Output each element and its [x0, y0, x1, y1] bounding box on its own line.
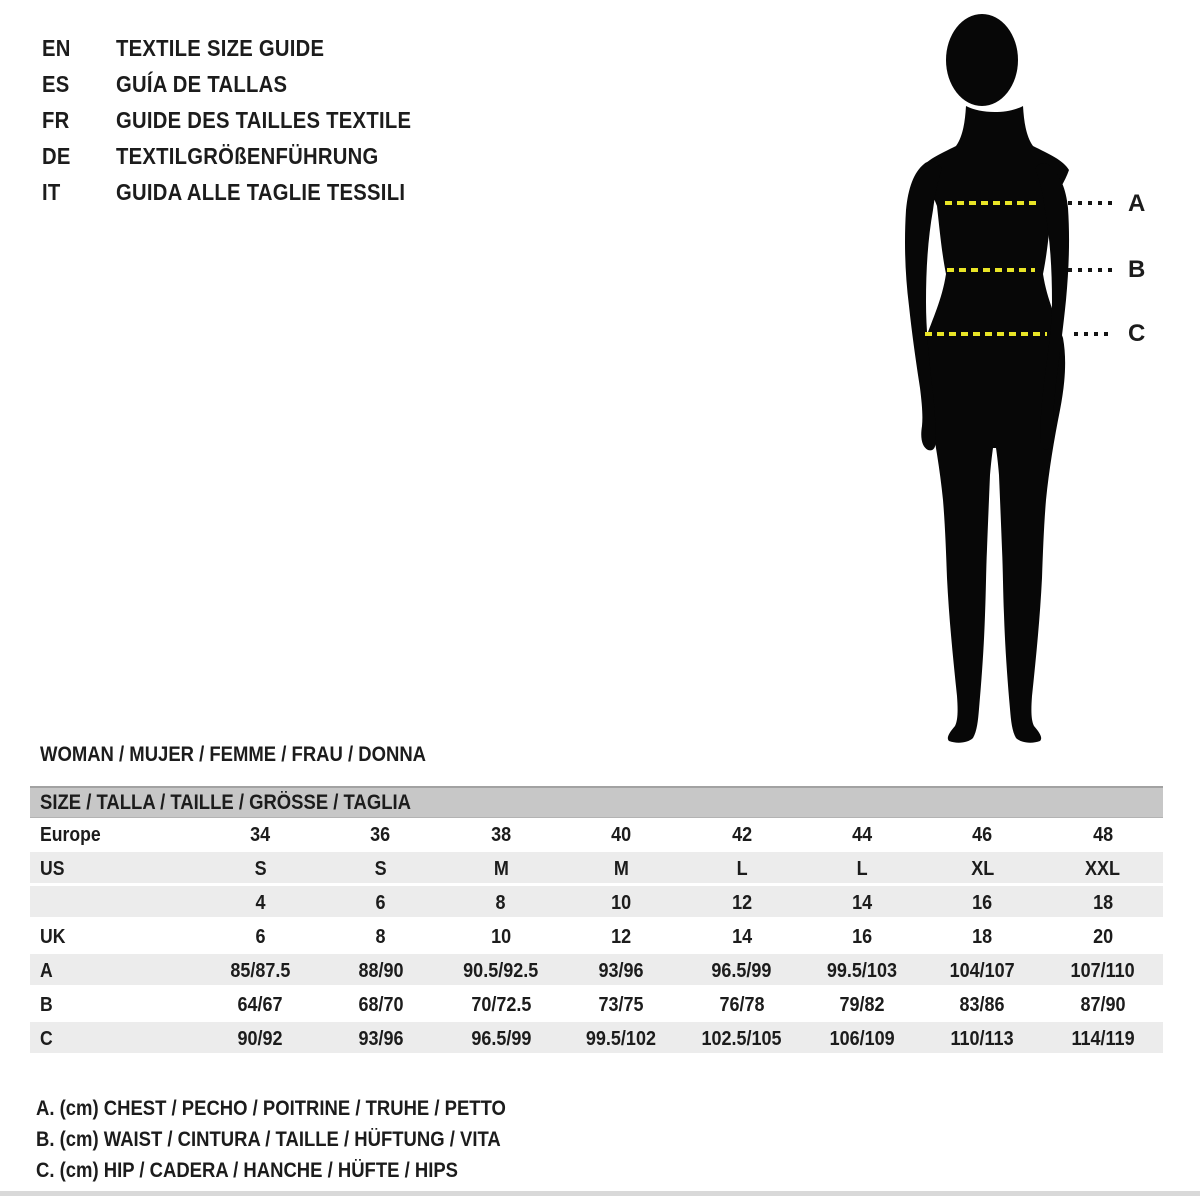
size-cell: 10	[490, 925, 511, 948]
size-cell: 14	[731, 925, 752, 948]
language-item	[42, 174, 452, 210]
size-cell: 73/75	[598, 993, 644, 1016]
black-dotted-line	[1068, 201, 1114, 205]
size-cell: 99.5/103	[827, 959, 898, 982]
language-code: EN	[42, 34, 71, 61]
size-cell: 12	[731, 891, 752, 914]
size-cell: 83/86	[959, 993, 1005, 1016]
language-item	[42, 138, 452, 174]
size-cell: 88/90	[358, 959, 404, 982]
language-label: GUIDE DES TAILLES TEXTILE	[116, 106, 412, 133]
size-cell: XXL	[1085, 857, 1121, 880]
size-cell: 6	[375, 891, 386, 914]
size-cell: 104/107	[949, 959, 1015, 982]
size-table-row-us	[30, 852, 1163, 886]
size-cell: 48	[1092, 823, 1113, 846]
size-cell: L	[736, 857, 748, 880]
yellow-dashed-line	[945, 201, 1041, 205]
size-table-body	[30, 818, 1163, 1056]
legend-line: A. (cm) CHEST / PECHO / POITRINE / TRUHE / PETTO	[36, 1096, 506, 1120]
size-cell: 36	[370, 823, 391, 846]
row-label: UK	[40, 925, 66, 948]
language-code: FR	[42, 106, 70, 133]
row-label: US	[40, 857, 65, 880]
row-label: A	[40, 959, 53, 982]
row-label	[30, 892, 200, 915]
size-cell: S	[374, 857, 387, 880]
woman-silhouette-figure	[880, 10, 1102, 744]
size-table-row-c	[30, 1022, 1163, 1056]
size-cell: 64/67	[237, 993, 283, 1016]
section-title-woman	[40, 744, 479, 766]
language-code: DE	[42, 142, 71, 169]
size-cell: 68/70	[358, 993, 404, 1016]
size-cell: 93/96	[598, 959, 644, 982]
measurement-legend	[36, 1093, 570, 1186]
silhouette-shape	[905, 14, 1069, 743]
yellow-dashed-line	[947, 268, 1035, 272]
size-cell: 38	[490, 823, 511, 846]
bottom-divider	[0, 1191, 1200, 1196]
black-dotted-line	[1074, 332, 1114, 336]
section-title-text: WOMAN / MUJER / FEMME / FRAU / DONNA	[40, 743, 427, 766]
size-table-row-uk	[30, 920, 1163, 954]
size-cell: 87/90	[1080, 993, 1126, 1016]
size-cell: 102.5/105	[701, 1027, 782, 1050]
size-cell: 10	[611, 891, 632, 914]
language-label: TEXTILE SIZE GUIDE	[116, 34, 325, 61]
size-cell: L	[856, 857, 868, 880]
size-cell: 18	[972, 925, 993, 948]
size-cell: 4	[255, 891, 266, 914]
size-table-row-b	[30, 988, 1163, 1022]
size-cell: 8	[375, 925, 386, 948]
language-item	[42, 66, 452, 102]
size-cell: 8	[495, 891, 506, 914]
size-table	[30, 786, 1163, 1056]
size-cell: 90/92	[237, 1027, 283, 1050]
size-cell: M	[613, 857, 629, 880]
size-cell: 99.5/102	[586, 1027, 657, 1050]
size-cell: 46	[972, 823, 993, 846]
size-cell: 34	[250, 823, 271, 846]
size-table-row	[30, 886, 1163, 920]
size-cell: XL	[970, 857, 994, 880]
legend-line: C. (cm) HIP / CADERA / HANCHE / HÜFTE / HIPS	[36, 1158, 459, 1182]
size-cell: 16	[972, 891, 993, 914]
size-cell: 90.5/92.5	[463, 959, 539, 982]
size-cell: M	[493, 857, 509, 880]
size-cell: 12	[611, 925, 632, 948]
size-cell: 114/119	[1071, 1027, 1135, 1050]
size-cell: 16	[852, 925, 873, 948]
size-cell: 96.5/99	[470, 1027, 531, 1050]
language-item	[42, 102, 452, 138]
size-cell: 93/96	[358, 1027, 404, 1050]
language-label: GUÍA DE TALLAS	[116, 70, 288, 97]
size-cell: 44	[852, 823, 873, 846]
size-cell: 40	[611, 823, 632, 846]
size-cell: 96.5/99	[711, 959, 772, 982]
measure-label: C	[1128, 320, 1146, 347]
size-cell: 107/110	[1070, 959, 1135, 982]
size-cell: 42	[731, 823, 752, 846]
size-table-row-europe	[30, 818, 1163, 852]
size-cell: 85/87.5	[230, 959, 291, 982]
yellow-dashed-line	[925, 332, 1047, 336]
size-cell: 20	[1092, 925, 1113, 948]
size-cell: 76/78	[719, 993, 765, 1016]
language-label: GUIDA ALLE TAGLIE TESSILI	[116, 178, 406, 205]
size-cell: S	[254, 857, 267, 880]
size-table-header-text: SIZE / TALLA / TAILLE / GRÖSSE / TAGLIA	[40, 790, 411, 814]
row-label: C	[40, 1027, 53, 1050]
size-cell: 6	[255, 925, 266, 948]
row-label: Europe	[40, 823, 101, 846]
language-list	[42, 30, 452, 210]
size-cell: 106/109	[829, 1027, 895, 1050]
size-table-header	[30, 786, 1163, 818]
row-label: B	[40, 993, 53, 1016]
language-code: ES	[42, 70, 70, 97]
measure-label: A	[1128, 190, 1146, 217]
size-cell: 14	[852, 891, 873, 914]
language-item	[42, 30, 452, 66]
language-code: IT	[42, 178, 61, 205]
silhouette-head	[946, 14, 1018, 106]
size-table-row-a	[30, 954, 1163, 988]
legend-line: B. (cm) WAIST / CINTURA / TAILLE / HÜFTUNG / VITA	[36, 1127, 501, 1151]
size-cell: 79/82	[839, 993, 885, 1016]
language-label: TEXTILGRÖßENFÜHRUNG	[116, 142, 379, 169]
size-cell: 70/72.5	[470, 993, 531, 1016]
measure-label: B	[1128, 256, 1146, 283]
size-cell: 18	[1092, 891, 1113, 914]
size-cell: 110/113	[950, 1027, 1014, 1050]
black-dotted-line	[1068, 268, 1114, 272]
